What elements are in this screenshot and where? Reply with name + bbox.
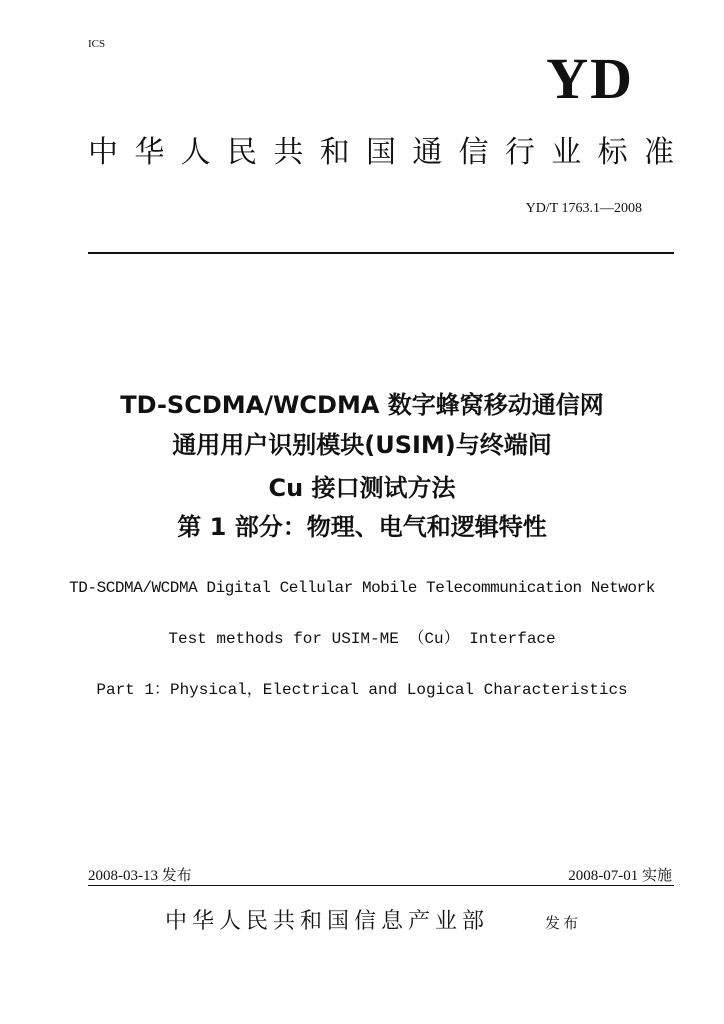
industry-title-char: 准 — [643, 135, 674, 170]
chinese-title-line-2: 通用用户识别模块(USIM)与终端间 — [172, 431, 552, 459]
standard-number: YD/T 1763.1—2008 — [525, 201, 642, 216]
header-divider — [88, 252, 674, 254]
chinese-title-line-1: TD-SCDMA/WCDMA 数字蜂窝移动通信网 — [120, 391, 604, 419]
yd-logo: YD — [546, 46, 634, 111]
english-title-line-1: TD-SCDMA/WCDMA Digital Cellular Mobile Telecommunication Network — [69, 579, 655, 597]
industry-title-char: 行 — [504, 135, 535, 170]
english-title-line-3: Part 1：Physical，Electrical and Logical Characteristics — [96, 681, 628, 699]
chinese-title-line-4: 第 1 部分：物理、电气和逻辑特性 — [177, 513, 547, 541]
chinese-title-line-3: Cu 接口测试方法 — [268, 474, 456, 502]
english-title-line-2: Test methods for USIM-ME （Cu） Interface — [168, 630, 556, 648]
industry-title-char: 共 — [273, 135, 304, 170]
industry-title-char: 国 — [365, 135, 396, 170]
industry-title-char: 华 — [134, 135, 165, 170]
industry-title-char: 业 — [551, 135, 582, 170]
industry-title-char: 中 — [88, 135, 118, 170]
industry-title-char: 和 — [319, 135, 350, 170]
industry-title-char: 信 — [458, 135, 489, 170]
publish-date: 2008-03-13 发布 — [88, 868, 192, 884]
industry-standard-title — [88, 135, 674, 171]
implement-date: 2008-07-01 实施 — [568, 868, 672, 884]
industry-title-char: 民 — [226, 135, 257, 170]
issuing-authority: 中华人民共和国信息产业部 — [165, 909, 490, 934]
industry-title-char: 人 — [180, 135, 211, 170]
industry-title-char: 标 — [597, 135, 628, 170]
issuing-authority-suffix: 发布 — [545, 914, 582, 932]
footer-divider — [88, 885, 674, 886]
industry-title-char: 通 — [412, 135, 443, 170]
ics-label: ICS — [88, 38, 106, 50]
